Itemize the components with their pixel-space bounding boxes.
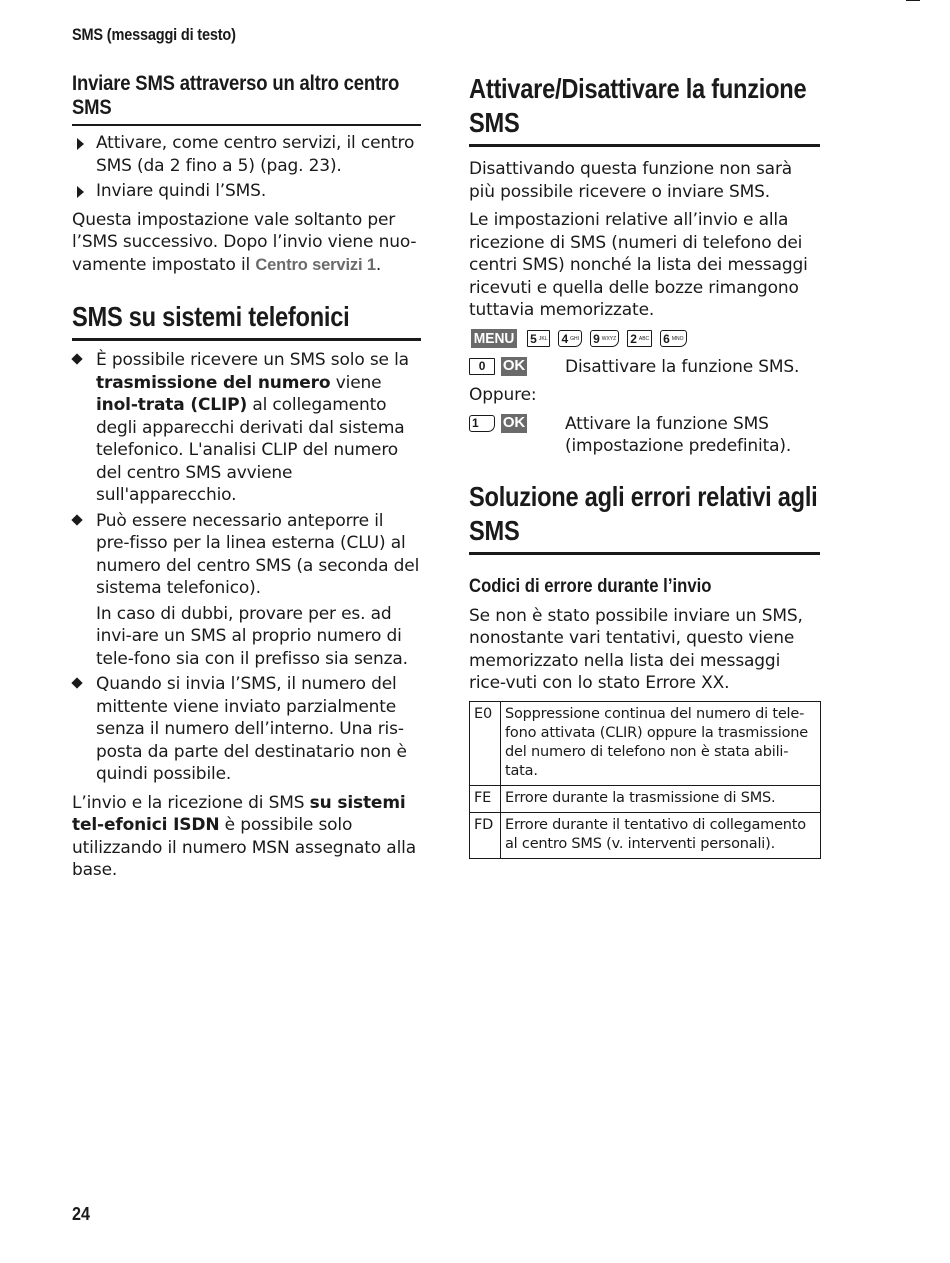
ok-key: OK — [502, 357, 526, 375]
menu-key: MENU — [471, 329, 517, 348]
key-letters: WXYZ — [601, 335, 617, 342]
table-row — [470, 812, 821, 858]
heading-rule — [72, 124, 421, 126]
bullet-extra: In caso di dubbi, provare per es. ad invi-are un SMS al proprio numero di tele-fono sia con il prefisso sia senza. — [96, 603, 408, 669]
key-digit: 9 — [593, 331, 600, 346]
section-heading-other-center: Inviare SMS attraverso un altro centro SMS — [72, 72, 400, 119]
note-text: Questa impostazione vale soltanto per l’SMS successivo. Dopo l’invio viene nuo-vamente impostato il — [72, 209, 417, 275]
pbx-bullet-list — [72, 349, 421, 786]
key-4 — [558, 330, 582, 347]
note-paragraph — [72, 209, 421, 277]
left-column — [72, 72, 421, 882]
activate-keys — [469, 413, 565, 435]
deactivate-keys — [469, 356, 565, 378]
table-row — [470, 785, 821, 812]
steps-list — [72, 132, 421, 203]
error-code: FD — [470, 812, 501, 858]
key-letters: GHI — [570, 335, 580, 342]
key-digit: 4 — [561, 331, 569, 346]
bullet-item — [72, 673, 421, 786]
step-text: Attivare, come centro servizi, il centro SMS (da 2 fino a 5) (pag. 23). — [96, 133, 415, 176]
running-head: SMS (messaggi di testo) — [72, 26, 236, 44]
crop-mark — [906, 0, 920, 1]
error-intro: Se non è stato possibile inviare un SMS, nonostante vari tentativi, questo viene memorizzato nella lista dei messaggi rice-vuti con lo stato Errore XX. — [469, 605, 803, 693]
bullet-text: viene — [330, 372, 382, 393]
error-codes-table — [469, 701, 821, 859]
key-6 — [660, 330, 686, 347]
deactivate-text: Disattivare la funzione SMS. — [565, 356, 800, 377]
key-9 — [590, 330, 619, 347]
activate-row — [469, 413, 820, 458]
bullet-item — [72, 349, 421, 507]
bullet-item — [72, 510, 421, 671]
closing-text: L’invio e la ricezione di SMS — [72, 792, 310, 813]
error-description: Errore durante il tentativo di collegamento al centro SMS (v. interventi personali). — [501, 812, 821, 858]
key-0: 0 — [469, 358, 495, 375]
key-1: 1 — [469, 415, 495, 432]
bullet-text: Quando si invia l’SMS, il numero del mittente viene inviato parzialmente senza il numero dell’interno. Una ris-posta da parte del destinatario non è quindi possibile. — [96, 674, 407, 784]
bullet-bold: trasmissione del numero — [96, 372, 331, 393]
key-digit: 2 — [630, 331, 637, 346]
key-2 — [627, 330, 652, 347]
key-letters: ABC — [638, 335, 650, 342]
toggle-paragraph-1: Disattivando questa funzione non sarà più possibile ricevere o inviare SMS. — [469, 159, 793, 202]
triangle-bullet-icon — [77, 138, 84, 150]
bullet-text: Può essere necessario anteporre il pre-fisso per la linea esterna (CLU) al numero del centro SMS (a seconda del sistema telefonico). — [96, 510, 420, 598]
ok-key: OK — [502, 414, 526, 432]
diamond-bullet-icon — [71, 514, 82, 525]
error-description: Errore durante la trasmissione di SMS. — [501, 785, 821, 812]
table-row — [470, 701, 821, 785]
heading-rule — [72, 338, 421, 341]
error-code: E0 — [470, 701, 501, 785]
toggle-paragraph-2: Le impostazioni relative all’invio e alla ricezione di SMS (numeri di telefono dei centri SMS) nonché la lista dei messaggi ricevuti e quella delle bozze rimangono tuttavia memorizzate. — [469, 210, 808, 320]
heading-rule — [469, 144, 820, 147]
right-column — [469, 72, 820, 859]
subheading-error-codes: Codici di errore durante l’invio — [469, 575, 712, 597]
isdn-paragraph — [72, 792, 421, 882]
section-heading-toggle-sms: Attivare/Disattivare la funzione SMS — [469, 73, 807, 138]
bullet-text: al collegamento degli apparecchi derivati dal sistema telefonico. L'analisi CLIP del numero del centro SMS avviene sull'apparecchio. — [96, 395, 405, 505]
key-digit: 6 — [663, 331, 670, 346]
key-5 — [527, 330, 550, 347]
step-item — [72, 132, 421, 177]
key-letters: MNO — [671, 335, 684, 342]
deactivate-row — [469, 356, 820, 379]
diamond-bullet-icon — [71, 353, 82, 364]
error-description: Soppressione continua del numero di tele-fono attivata (CLIR) oppure la trasmissione del numero di telefono non è stata abili-tata. — [501, 701, 821, 785]
key-sequence — [469, 328, 820, 350]
centro-servizi-link[interactable]: Centro servizi 1 — [255, 255, 376, 274]
closing-text: è possibile solo utilizzando il numero MSN assegnato alla base. — [72, 815, 416, 880]
step-text: Inviare quindi l’SMS. — [96, 181, 267, 201]
note-text-end: . — [375, 254, 382, 275]
heading-rule — [469, 552, 820, 555]
or-label: Oppure: — [469, 385, 537, 405]
key-letters: JKL — [538, 335, 548, 342]
diamond-bullet-icon — [71, 677, 82, 688]
bullet-bold: inol-trata (CLIP) — [96, 395, 248, 415]
section-heading-pbx: SMS su sistemi telefonici — [72, 301, 350, 332]
closing-bold: su sistemi tel-efonici ISDN — [72, 792, 406, 835]
step-item — [72, 180, 421, 203]
key-digit: 5 — [530, 331, 537, 346]
page-number: 24 — [72, 1204, 91, 1224]
bullet-text: È possibile ricevere un SMS solo se la — [96, 350, 409, 370]
error-code: FE — [470, 785, 501, 812]
activate-text: Attivare la funzione SMS (impostazione predefinita). — [565, 413, 792, 456]
section-heading-troubleshooting: Soluzione agli errori relativi agli SMS — [469, 480, 818, 546]
triangle-bullet-icon — [77, 186, 84, 198]
